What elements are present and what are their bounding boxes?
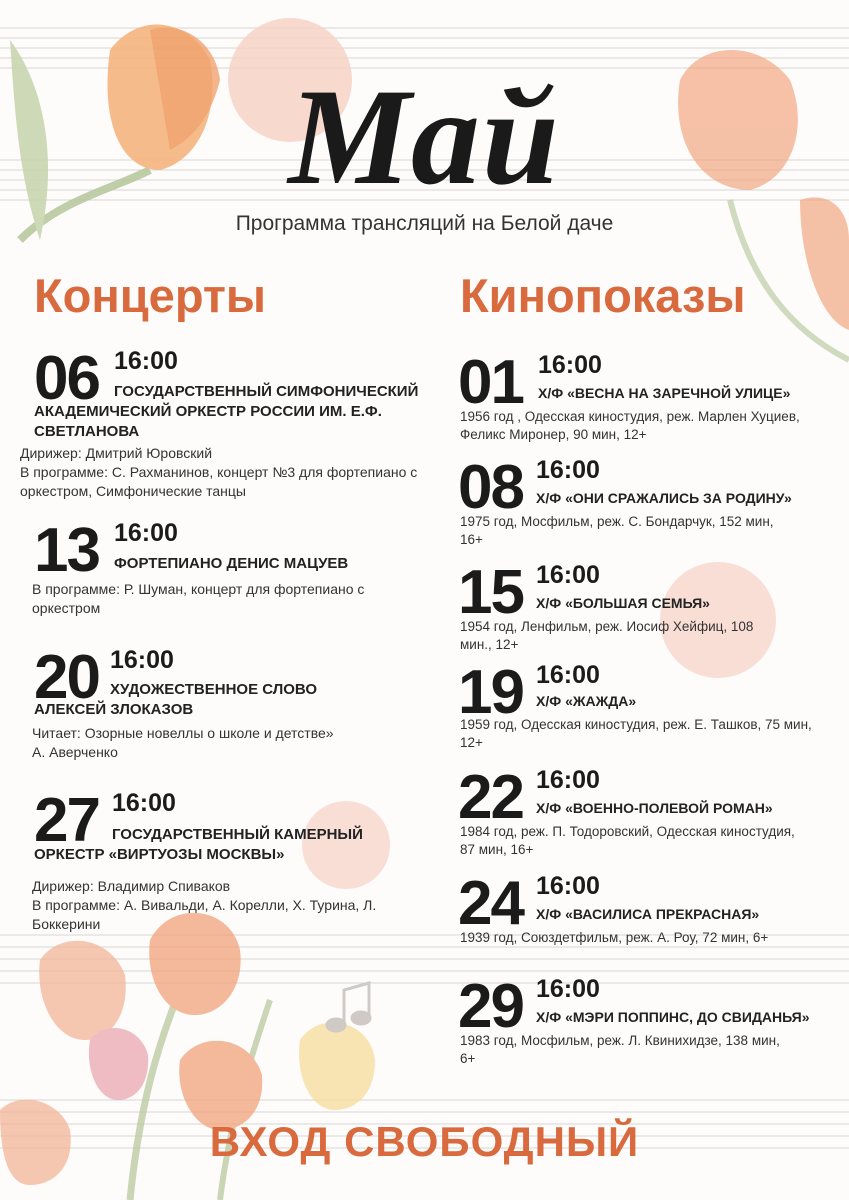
film-time: 16:00 <box>536 975 600 1003</box>
film-description: 1939 год, Союздетфильм, реж. А. Роу, 72 мин, 6+ <box>460 930 769 945</box>
film-day: 19 <box>458 658 523 727</box>
film-description: 1983 год, Мосфильм, реж. Л. Квинихидзе, 138 мин, 6+ <box>460 1033 780 1066</box>
film-time: 16:00 <box>536 561 600 589</box>
film-description: 1954 год, Ленфильм, реж. Иосиф Хейфиц, 108 мин., 12+ <box>460 619 754 652</box>
film-description: 1984 год, реж. П. Тодоровский, Одесская киностудия, 87 мин, 16+ <box>460 824 795 857</box>
film-description: 1975 год, Мосфильм, реж. С. Бондарчук, 152 мин, 16+ <box>460 514 774 547</box>
film-description: 1956 год , Одесская киностудия, реж. Марлен Хуциев, Феликс Миронер, 90 мин, 12+ <box>460 409 800 442</box>
concert-name: ХУДОЖЕСТВЕННОЕ СЛОВО АЛЕКСЕЙ ЗЛОКАЗОВ <box>34 681 318 718</box>
film-time: 16:00 <box>536 872 600 900</box>
film-description: 1959 год, Одесская киностудия, реж. Е. Ташков, 75 мин, 12+ <box>460 717 812 750</box>
film-name: Х/Ф «МЭРИ ПОППИНС, ДО СВИДАНЬЯ» <box>536 1009 810 1025</box>
free-entry-banner: ВХОД СВОБОДНЫЙ <box>209 1118 640 1165</box>
film-name: Х/Ф «ВОЕННО-ПОЛЕВОЙ РОМАН» <box>536 800 773 816</box>
film-name: Х/Ф «ОНИ СРАЖАЛИСЬ ЗА РОДИНУ» <box>536 490 792 506</box>
concert-day: 06 <box>34 344 99 413</box>
film-day: 29 <box>458 972 523 1041</box>
concert-name: ГОСУДАРСТВЕННЫЙ СИМФОНИЧЕСКИЙ АКАДЕМИЧЕСКИЙ ОРКЕСТР РОССИИ ИМ. Е.Ф. СВЕТЛАНОВА <box>34 383 419 440</box>
concert-day: 20 <box>34 643 99 712</box>
concert-description: Читает: Озорные новеллы о школе и детстве» А. Аверченко <box>32 725 334 760</box>
concerts-heading: Концерты <box>34 269 267 322</box>
film-time: 16:00 <box>536 661 600 689</box>
film-name: Х/Ф «ЖАЖДА» <box>536 693 637 709</box>
film-time: 16:00 <box>536 456 600 484</box>
concert-description: В программе: Р. Шуман, концерт для фортепиано с оркестром <box>32 581 365 616</box>
film-day: 24 <box>458 869 523 938</box>
concert-time: 16:00 <box>114 347 178 375</box>
concert-time: 16:00 <box>110 646 174 674</box>
concert-day: 13 <box>34 516 99 585</box>
concert-name: ФОРТЕПИАНО ДЕНИС МАЦУЕВ <box>114 555 349 572</box>
concert-description: Дирижер: Дмитрий Юровский В программе: С. Рахманинов, концерт №3 для фортепиано с оркестром, Симфонические танцы <box>20 445 418 499</box>
films-heading: Кинопоказы <box>460 269 746 322</box>
film-time: 16:00 <box>536 766 600 794</box>
music-note-icon <box>327 983 370 1031</box>
film-name: Х/Ф «БОЛЬШАЯ СЕМЬЯ» <box>536 595 710 611</box>
film-day: 08 <box>458 453 523 522</box>
film-name: Х/Ф «ВАСИЛИСА ПРЕКРАСНАЯ» <box>536 906 760 922</box>
page-subtitle: Программа трансляций на Белой даче <box>235 212 614 235</box>
concert-time: 16:00 <box>114 519 178 547</box>
film-day: 01 <box>458 348 523 417</box>
page-title: Май <box>288 60 561 213</box>
film-day: 22 <box>458 763 523 832</box>
concert-name: ГОСУДАРСТВЕННЫЙ КАМЕРНЫЙ ОРКЕСТР «ВИРТУОЗЫ МОСКВЫ» <box>34 826 363 863</box>
film-day: 15 <box>458 558 523 627</box>
concert-day: 27 <box>34 786 99 855</box>
film-time: 16:00 <box>538 351 602 379</box>
concert-time: 16:00 <box>112 789 176 817</box>
film-name: Х/Ф «ВЕСНА НА ЗАРЕЧНОЙ УЛИЦЕ» <box>538 385 791 401</box>
concert-description: Дирижер: Владимир Спиваков В программе: А. Вивальди, А. Корелли, Х. Турина, Л. Боккерини <box>32 878 377 932</box>
